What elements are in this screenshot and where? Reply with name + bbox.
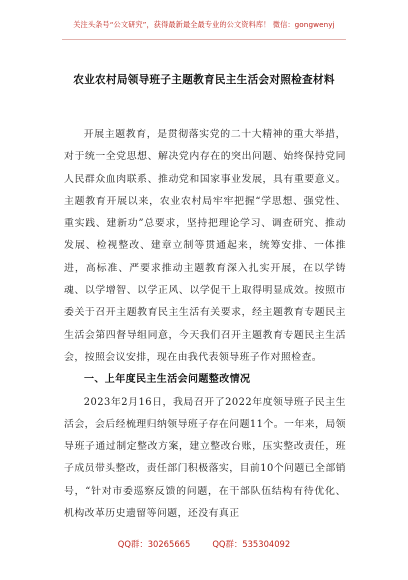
section-heading: 一、上年度民主生活会问题整改情况 bbox=[84, 374, 251, 386]
footer bbox=[0, 538, 408, 550]
document-body bbox=[64, 124, 346, 525]
header-divider bbox=[62, 39, 346, 40]
intro-paragraph: 开展主题教育，是贯彻落实党的二十大精神的重大举措，对于统一全党思想、解决党内存在的突出问题、始终保持党同人民群众血肉联系、推动党和国家事业发展，具有重要意义。主题教育开展以来，农业农村局牢牢把握“学思想、强党性、重实践、建新功”总要求，坚持把理论学习、调查研究、推动发展、检视整改、建章立制等贯通起来，统筹安排、一体推进，高标准、严要求推动主题教育深入扎实开展，在以学铸魂、以学增智、以学正风、以学促干上取得明显成效。按照市委关于召开主题教育民主生活有关要求，经主题教育专题民主生活会第四督导组同意，今天我们召开主题教育专题民主生活会，按照会议安排，现在由我代表领导班子作对照检查。 bbox=[64, 129, 346, 363]
document-title: 农业农村局领导班子主题教育民主生活会对照检查材料 bbox=[73, 74, 335, 86]
section-paragraph: 2023年2月16日，我局召开了2022年度领导班子民主生活会，会后经梳理归纳领导班子存在问题11个。一年来，局领导班子通过制定整改方案，建立整改台账，压实整改责任，班子成员带头整改，责任部门积极落实，目前10个问题已全部销号，“针对市委巡察反馈的问题，在干部队伍结构有待优化、机构改革历史遗留等问题，还没有真正 bbox=[64, 396, 346, 520]
header-banner: 关注头条号“公文研究”，获得最新最全最专业的公文资料库！ 微信：gongwenyj bbox=[73, 20, 335, 29]
footer-qq-group-2: QQ群：535304092 bbox=[212, 539, 291, 549]
footer-qq-group-1: QQ群：30265665 bbox=[117, 539, 191, 549]
